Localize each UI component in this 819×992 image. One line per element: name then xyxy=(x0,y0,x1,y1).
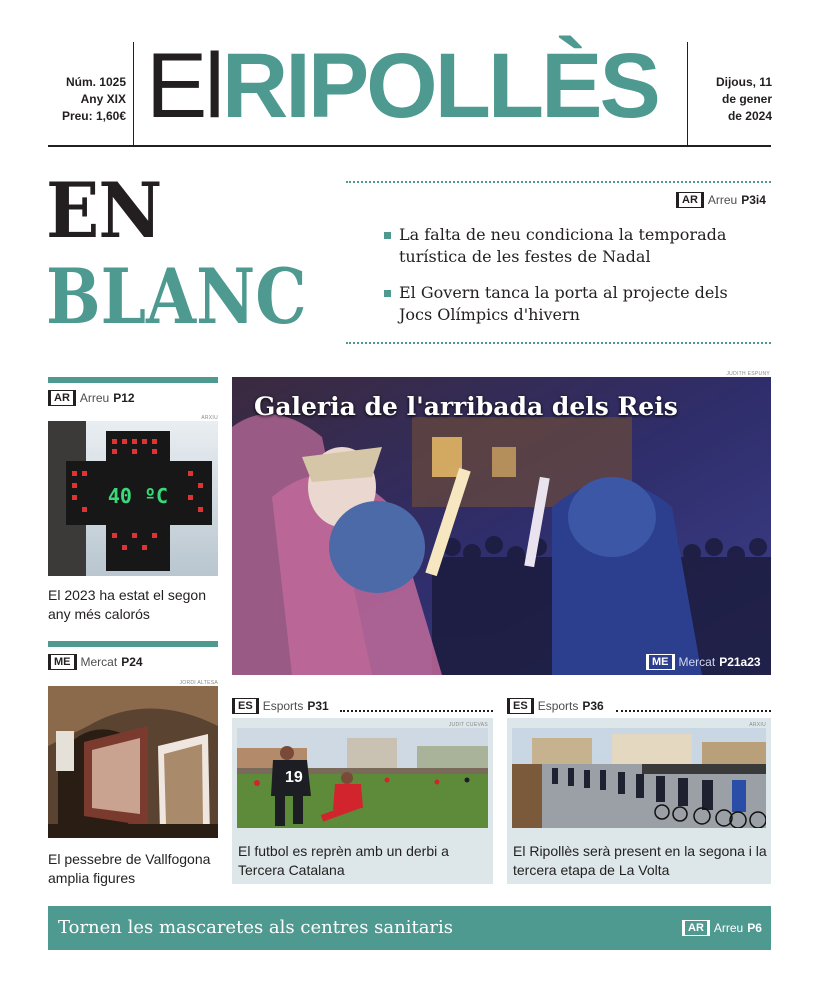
section-name: Arreu xyxy=(79,391,110,405)
section-code: AR xyxy=(682,920,710,936)
section-page: P24 xyxy=(121,655,143,669)
photo-credit: JUDITH ESPUNY xyxy=(726,371,770,377)
divider xyxy=(133,42,134,146)
dotted-rule xyxy=(340,710,493,712)
footer-headline: Tornen les mascaretes als centres sanitaris xyxy=(58,917,454,938)
section-bar xyxy=(48,377,218,383)
section-page: P31 xyxy=(307,699,329,713)
section-page: P12 xyxy=(113,391,135,405)
nativity-exhibit-image xyxy=(48,686,218,838)
main-story-section-tag[interactable] xyxy=(646,654,761,670)
footer-section-tag[interactable] xyxy=(682,920,762,936)
story-section-tag[interactable] xyxy=(507,698,604,714)
divider xyxy=(687,42,688,146)
section-name: Esports xyxy=(262,699,304,713)
issue-year: Any XIX xyxy=(80,92,126,106)
main-story-title[interactable]: Galeria de l'arribada dels Reis xyxy=(254,392,678,421)
issue-date xyxy=(700,74,772,125)
lead-headline-2[interactable]: BLANC xyxy=(46,252,307,341)
story-caption[interactable]: El futbol es reprèn amb un derbi a Tercera Catalana xyxy=(238,843,449,878)
photo-credit: ARXIU xyxy=(201,415,218,421)
story-caption[interactable]: El pessebre de Vallfogona amplia figures xyxy=(48,851,211,886)
section-name: Mercat xyxy=(80,655,118,669)
issue-info xyxy=(48,74,126,125)
section-name: Mercat xyxy=(678,655,716,669)
masthead-rule xyxy=(48,145,771,147)
bullet-text: El Govern tanca la porta al projecte dels Jocs Olímpics d'hivern xyxy=(399,283,728,324)
story-section-tag[interactable] xyxy=(48,390,135,406)
logo-part-el: El xyxy=(146,35,222,137)
section-code: ME xyxy=(48,654,77,670)
cycling-race-photo[interactable] xyxy=(512,728,766,828)
section-code: ME xyxy=(646,654,675,670)
svg-text:19: 19 xyxy=(285,769,303,786)
date-line: de 2024 xyxy=(727,109,772,123)
issue-price: Preu: 1,60€ xyxy=(61,109,126,123)
bullet-text: La falta de neu condiciona la temporada turística de les festes de Nadal xyxy=(399,225,727,266)
story-caption[interactable]: El Ripollès serà present en la segona i la tercera etapa de La Volta xyxy=(513,843,767,878)
section-name: Esports xyxy=(537,699,579,713)
pharmacy-sign-photo[interactable] xyxy=(48,421,218,576)
lead-bullet[interactable] xyxy=(384,282,764,326)
footer-banner[interactable] xyxy=(48,906,771,950)
lead-headline-1[interactable]: EN xyxy=(46,166,162,255)
lead-bullet[interactable] xyxy=(384,224,764,268)
section-bar xyxy=(48,641,218,647)
dotted-rule xyxy=(616,710,771,712)
section-name: Arreu xyxy=(713,921,744,935)
section-code: AR xyxy=(676,192,704,208)
newspaper-logo[interactable] xyxy=(146,36,658,136)
dotted-rule xyxy=(346,342,771,344)
three-kings-image xyxy=(232,377,771,675)
svg-text:40 ºC: 40 ºC xyxy=(107,484,169,508)
section-page: P6 xyxy=(747,921,762,935)
date-line: de gener xyxy=(721,92,772,106)
bullet-icon xyxy=(384,232,391,239)
story-section-tag[interactable] xyxy=(48,654,143,670)
photo-credit: ARXIU xyxy=(749,722,766,728)
date-line: Dijous, 11 xyxy=(715,75,772,89)
three-kings-photo[interactable] xyxy=(232,377,771,675)
football-match-image xyxy=(237,728,488,828)
photo-credit: JUDIT CUEVAS xyxy=(448,722,488,728)
section-code: ES xyxy=(232,698,259,714)
photo-credit: JORDI ALTESA xyxy=(179,680,218,686)
issue-number: Núm. 1025 xyxy=(65,75,126,89)
story-caption[interactable]: El 2023 ha estat el segon any més calorós xyxy=(48,587,207,622)
football-match-photo[interactable] xyxy=(237,728,488,828)
story-section-tag[interactable] xyxy=(232,698,329,714)
cycling-race-image xyxy=(512,728,766,828)
lead-bullets xyxy=(384,224,764,326)
section-page: P21a23 xyxy=(719,655,761,669)
nativity-exhibit-photo[interactable] xyxy=(48,686,218,838)
lead-section-tag[interactable] xyxy=(676,192,766,208)
pharmacy-sign-image xyxy=(48,421,218,576)
section-code: AR xyxy=(48,390,76,406)
section-page: P3i4 xyxy=(741,193,766,207)
dotted-rule xyxy=(346,181,771,183)
section-code: ES xyxy=(507,698,534,714)
logo-part-ripolles: RIPOLLÈS xyxy=(221,35,658,137)
section-page: P36 xyxy=(582,699,604,713)
section-name: Arreu xyxy=(707,193,738,207)
bullet-icon xyxy=(384,290,391,297)
